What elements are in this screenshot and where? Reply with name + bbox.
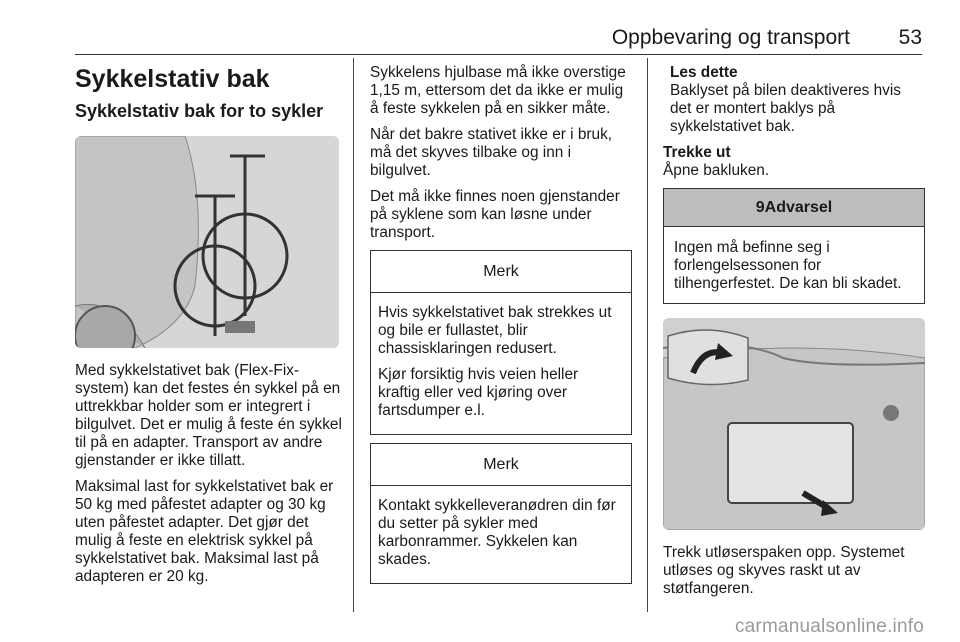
column-3 bbox=[663, 64, 925, 606]
read-this-label: Les dette bbox=[670, 64, 738, 81]
note-paragraph: Kjør forsiktig hvis veien heller kraftig eller ved kjøring over fartsdumper e.l. bbox=[378, 366, 579, 419]
section-subheading: Sykkelstativ bak for to sykler bbox=[75, 101, 324, 121]
warning-title bbox=[664, 189, 924, 227]
note-paragraph: Kontakt sykkelleveranødren din før du setter på sykler med karbonrammer. Sykkelen kan skades. bbox=[378, 497, 616, 568]
section-title: Oppbevaring og transport bbox=[611, 26, 850, 49]
note-body bbox=[371, 293, 631, 434]
paragraph: Sykkelens hjulbase må ikke overstige 1,15 m, ettersom det da ikke er mulig å feste sykkelen på en sikker måte. bbox=[370, 64, 626, 117]
paragraph: Når det bakre stativet ikke er i bruk, må det skyves tilbake og inn i bilgulvet. bbox=[370, 126, 613, 179]
warning-triangle-icon: 9 bbox=[755, 199, 765, 216]
column-divider-2 bbox=[647, 58, 648, 612]
note-title: Merk bbox=[371, 444, 631, 486]
bumper-lever-icon bbox=[663, 318, 925, 530]
note-box bbox=[370, 250, 632, 435]
note-box bbox=[370, 443, 632, 584]
warning-box bbox=[663, 188, 925, 304]
paragraph: Maksimal last for sykkelstativet bak er 50 kg med påfestet adapter og 30 kg uten påfestet adapter. Det gjør det mulig å feste en elektrisk sykkel på sykkelstativet bak. Maksimal last på adapteren er 20 kg. bbox=[75, 478, 334, 585]
paragraph: Med sykkelstativet bak (Flex-Fix-system) kan det festes én sykkel på en uttrekkbar holder som er integrert i bilgulvet. Det er mulig å feste én sykkel til på en adapter. Transport av andre gjenstander er ikke tillatt. bbox=[75, 362, 342, 469]
watermark-text: carmanualsonline.info bbox=[734, 616, 924, 637]
bicycle-carrier-illustration bbox=[75, 136, 339, 348]
warning-body: Ingen må befinne seg i forlengelsessonen for tilhengerfestet. De kan bli skadet. bbox=[674, 239, 902, 292]
pull-out-label: Trekke ut bbox=[663, 144, 731, 161]
paragraph: Det må ikke finnes noen gjenstander på syklene som kan løsne under transport. bbox=[370, 188, 620, 241]
note-body bbox=[371, 486, 631, 583]
read-this-text: Baklyset på bilen deaktiveres hvis det er montert baklys på sykkelstativet bak. bbox=[670, 82, 901, 135]
bicycle-icon bbox=[75, 136, 339, 348]
pull-out-text: Åpne bakluken. bbox=[663, 162, 770, 179]
rear-bumper-release-lever-illustration bbox=[663, 318, 925, 530]
note-title: Merk bbox=[371, 251, 631, 293]
warning-title-text: Advarsel bbox=[764, 199, 833, 216]
header-divider bbox=[75, 54, 922, 55]
column-2 bbox=[370, 64, 632, 584]
figure-caption: Trekk utløserspaken opp. Systemet utløses og skyves raskt ut av støtfangeren. bbox=[663, 544, 905, 597]
page-number: 53 bbox=[898, 26, 922, 49]
column-1 bbox=[75, 64, 345, 594]
section-heading: Sykkelstativ bak bbox=[75, 65, 270, 93]
note-paragraph: Hvis sykkelstativet bak strekkes ut og bile er fullastet, blir chassisklaringen redusert. bbox=[378, 304, 612, 357]
column-divider-1 bbox=[353, 58, 354, 612]
